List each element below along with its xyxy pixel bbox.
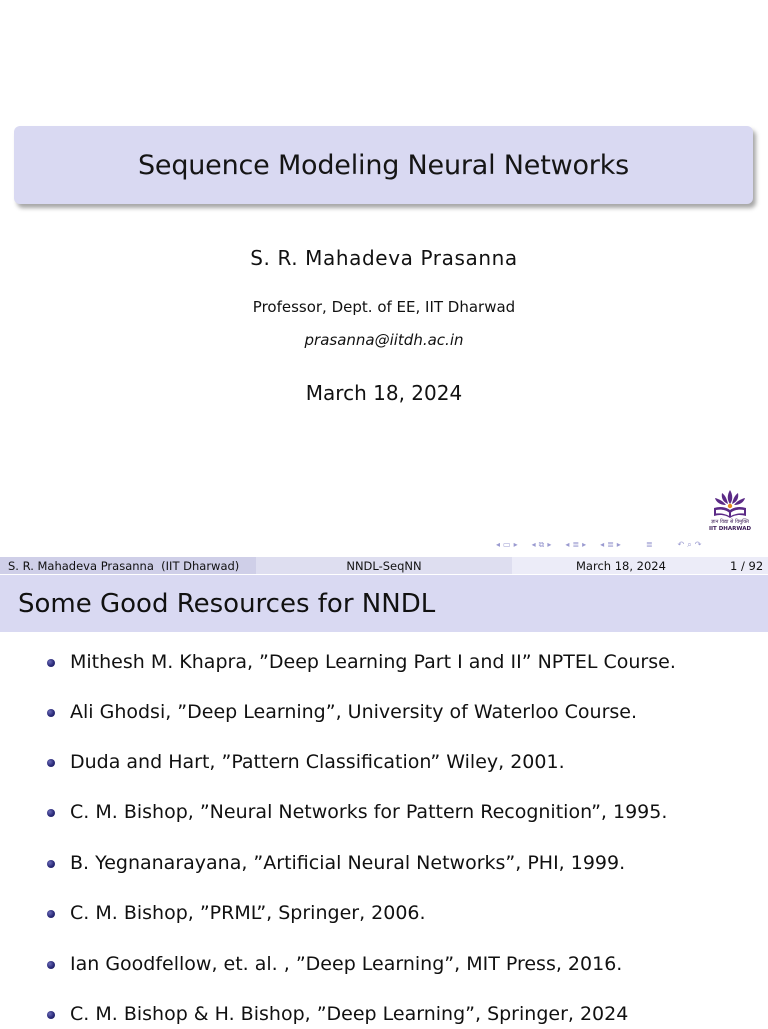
list-item bbox=[0, 797, 768, 827]
nav-next-icon[interactable]: ▸ bbox=[582, 540, 587, 549]
nav-prev-icon[interactable]: ◂ bbox=[531, 540, 536, 549]
list-item-text: C. M. Bishop, ”PRML”, Springer, 2006. bbox=[70, 902, 426, 924]
footer-date: March 18, 2024 bbox=[576, 558, 666, 573]
list-item bbox=[0, 898, 768, 928]
nav-prev-icon[interactable]: ◂ bbox=[496, 540, 501, 549]
frame-title-bar bbox=[0, 575, 768, 632]
nav-toc-icon[interactable]: ≣ bbox=[645, 540, 653, 549]
list-item bbox=[0, 747, 768, 777]
footer-author bbox=[0, 557, 256, 574]
nav-frame-icon[interactable]: ▭ bbox=[503, 540, 511, 549]
list-item-text: Mithesh M. Khapra, ”Deep Learning Part I and II” NPTEL Course. bbox=[70, 651, 676, 673]
footer-author-text: S. R. Mahadeva Prasanna (IIT Dharwad) bbox=[8, 558, 240, 573]
list-item bbox=[0, 949, 768, 979]
logo-caption-name: IIT DHARWAD bbox=[708, 526, 752, 532]
presentation-title: Sequence Modeling Neural Networks bbox=[137, 149, 629, 181]
bullet-icon bbox=[47, 910, 55, 918]
bullet-icon bbox=[47, 659, 55, 667]
bullet-icon bbox=[47, 860, 55, 868]
footer-title-text: NNDL-SeqNN bbox=[346, 558, 422, 573]
list-item-text: C. M. Bishop, ”Neural Networks for Pattern Recognition”, 1995. bbox=[70, 801, 668, 823]
footer-title bbox=[256, 557, 512, 574]
beamer-navigation-bar bbox=[496, 539, 701, 551]
frame-title: Some Good Resources for NNDL bbox=[18, 589, 436, 619]
list-item bbox=[0, 848, 768, 878]
footer-date-page bbox=[512, 557, 768, 574]
logo-caption-native: ज्ञान विद्या से विमुक्ति bbox=[711, 519, 749, 525]
author-institute: Professor, Dept. of EE, IIT Dharwad bbox=[252, 298, 516, 316]
list-item-text: Ali Ghodsi, ”Deep Learning”, University of Waterloo Course. bbox=[70, 701, 638, 723]
bullet-icon bbox=[47, 809, 55, 817]
nav-section-icon[interactable]: ≣ bbox=[607, 540, 614, 549]
bullet-icon bbox=[47, 1011, 55, 1019]
nav-prev-icon[interactable]: ◂ bbox=[565, 540, 570, 549]
footer-page-number: 1 / 92 bbox=[730, 558, 764, 573]
bullet-icon bbox=[47, 759, 55, 767]
list-item-text: Duda and Hart, ”Pattern Classification” Wiley, 2001. bbox=[70, 751, 565, 773]
nav-undo-icon[interactable]: ↶ bbox=[677, 540, 685, 549]
presentation-date: March 18, 2024 bbox=[305, 381, 463, 405]
title-box bbox=[14, 126, 753, 204]
list-item-text: B. Yegnanarayana, ”Artificial Neural Networks”, PHI, 1999. bbox=[70, 852, 626, 874]
bullet-icon bbox=[47, 961, 55, 969]
nav-next-icon[interactable]: ▸ bbox=[513, 540, 518, 549]
list-item bbox=[0, 647, 768, 677]
list-item-text: Ian Goodfellow, et. al. , ”Deep Learning”, MIT Press, 2016. bbox=[70, 953, 623, 975]
bullet-icon bbox=[47, 709, 55, 717]
nav-search-icon[interactable]: ⌕ bbox=[687, 540, 692, 549]
author-name: S. R. Mahadeva Prasanna bbox=[250, 246, 518, 270]
nav-subsection-icon[interactable]: ⧉ bbox=[538, 540, 545, 549]
nav-redo-icon[interactable]: ↷ bbox=[694, 540, 702, 549]
author-email: prasanna@iitdh.ac.in bbox=[304, 331, 464, 349]
list-item-text: C. M. Bishop & H. Bishop, ”Deep Learning”, Springer, 2024 bbox=[70, 1003, 629, 1025]
nav-next-icon[interactable]: ▸ bbox=[616, 540, 621, 549]
nav-prev-icon[interactable]: ◂ bbox=[600, 540, 605, 549]
slide-footer bbox=[0, 557, 768, 574]
nav-section-icon[interactable]: ≣ bbox=[572, 540, 580, 549]
nav-next-icon[interactable]: ▸ bbox=[547, 540, 552, 549]
list-item bbox=[0, 697, 768, 727]
list-item bbox=[0, 999, 768, 1029]
